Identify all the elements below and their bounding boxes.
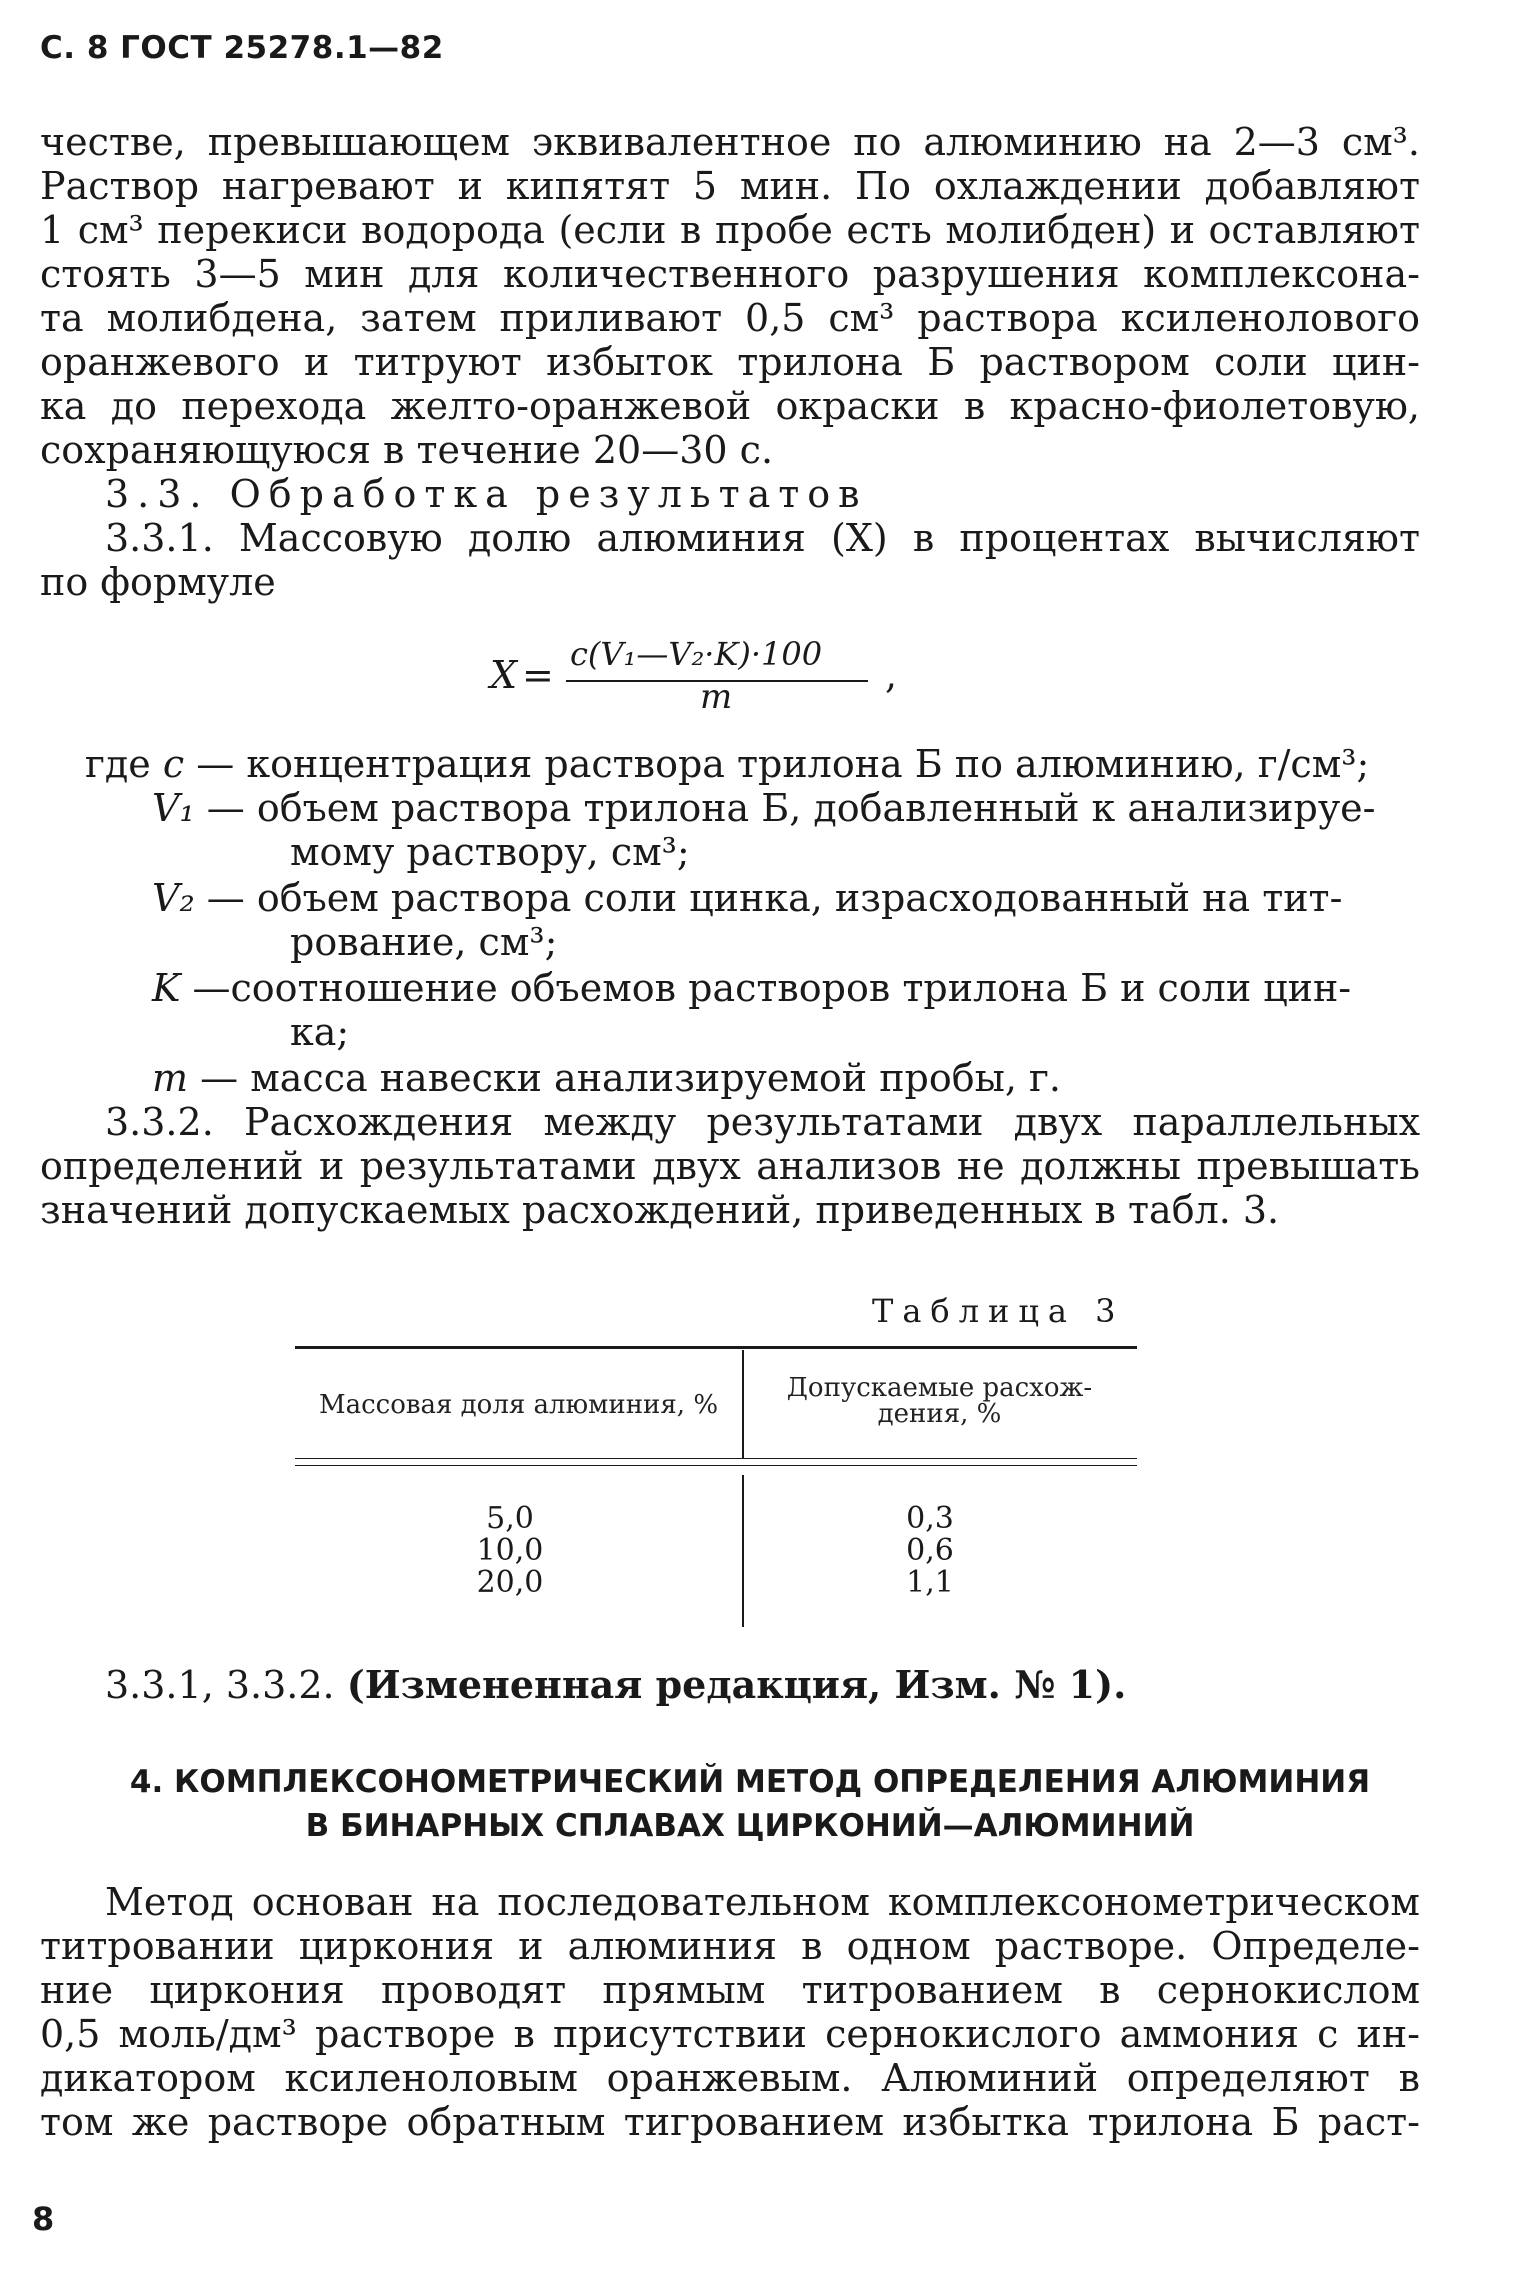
definition-text: —соотношение объемов растворов трилона Б и соли цин- (192, 966, 1352, 1010)
column-header-line: Допускаемые расхож- (786, 1373, 1093, 1403)
section-3-3-title (40, 472, 1420, 516)
definition-symbol: m (152, 1056, 189, 1100)
definition-symbol: V₂ (152, 876, 195, 920)
definition-c (85, 742, 1369, 786)
text-line (40, 1663, 1420, 1707)
text-line: 1 см³ перекиси водорода (если в пробе есть молибден) и оставляют (40, 208, 1420, 252)
text-line: оранжевого и титруют избыток трилона Б раствором соли цин- (40, 340, 1420, 384)
amendment-refs: 3.3.1, 3.3.2. (105, 1663, 335, 1707)
table-cell-deviation: 0,3 (906, 1501, 954, 1536)
table-header-rule-double (295, 1465, 1137, 1466)
paragraph-titration (40, 120, 1420, 472)
amendment-note (40, 1663, 1420, 1707)
formula-comma: , (885, 653, 898, 697)
text-line: ка до перехода желто-оранжевой окраски в красно-фиолетовую, (40, 384, 1420, 428)
definition-symbol: K (152, 966, 181, 1010)
definition-text: — объем раствора трилона Б, добавленный к анализируе- (206, 786, 1376, 830)
definition-text: — концентрация раствора трилона Б по алюминию, г/см³; (196, 742, 1370, 786)
definition-text: ка; (290, 1010, 350, 1054)
definition-v2 (152, 876, 1342, 920)
text-line: определений и результатами двух анализов не должны превышать (40, 1144, 1420, 1188)
page-header: С. 8 ГОСТ 25278.1—82 (40, 30, 444, 66)
table-cell-mass: 10,0 (476, 1533, 544, 1568)
formula-equals: = (522, 653, 554, 697)
text-line: сохраняющуюся в течение 20—30 с. (40, 428, 774, 472)
definition-text: мому раствору, см³; (290, 830, 690, 874)
formula-denominator: m (700, 677, 733, 717)
definition-k (152, 966, 1351, 1010)
definition-v1 (152, 786, 1376, 830)
definition-m (152, 1056, 1061, 1100)
paragraph-3-3-2 (40, 1100, 1420, 1232)
text-line: ние циркония проводят прямым титрованием в сернокислом (40, 1968, 1420, 2012)
table-header-rule (295, 1458, 1137, 1459)
definition-text: рование, см³; (290, 920, 558, 964)
formula-aluminium-fraction (490, 635, 950, 725)
amendment-text: (Измененная редакция, Изм. № 1). (346, 1662, 1127, 1707)
definition-text: — объем раствора соли цинка, израсходованный на тит- (206, 876, 1343, 920)
table-cell-deviation: 0,6 (906, 1533, 954, 1568)
paragraph-3-3-1 (40, 516, 1420, 604)
section-4-heading-line-2: В БИНАРНЫХ СПЛАВАХ ЦИРКОНИЙ—АЛЮМИНИЙ (305, 1808, 1195, 1844)
table-cell-mass: 5,0 (486, 1501, 534, 1536)
column-header-mass-fraction: Массовая доля алюминия, % (318, 1390, 719, 1420)
table-top-rule (295, 1346, 1137, 1349)
definition-lead: где (85, 742, 151, 786)
table-cell-deviation: 1,1 (906, 1565, 954, 1600)
section-title: 3.3. Обработка результатов (105, 472, 868, 516)
text-line: том же растворе обратным тигрованием избытка трилона Б раст- (40, 2100, 1420, 2144)
text-line: 0,5 моль/дм³ растворе в присутствии сернокислого аммония с ин- (40, 2012, 1420, 2056)
text-line: по формуле (40, 560, 276, 604)
text-line: честве, превышающем эквивалентное по алюминию на 2—3 см³. (40, 120, 1420, 164)
definition-k-continued (290, 1010, 349, 1054)
definition-symbol: V₁ (152, 786, 195, 830)
column-header-line: дения, % (877, 1399, 1002, 1429)
definition-text: — масса навески анализируемой пробы, г. (200, 1056, 1062, 1100)
table-caption: Таблица 3 (872, 1292, 1125, 1330)
column-header-deviation (742, 1375, 1137, 1427)
formula-numerator: c(V₁—V₂·K)·100 (570, 635, 823, 673)
definition-v2-continued (290, 920, 557, 964)
text-line: титровании циркония и алюминия в одном растворе. Определе- (40, 1924, 1420, 1968)
text-line: Раствор нагревают и кипятят 5 мин. По охлаждении добавляют (40, 164, 1420, 208)
text-line: значений допускаемых расхождений, приведенных в табл. 3. (40, 1188, 1280, 1232)
definition-symbol: c (162, 742, 185, 786)
table-cell-mass: 20,0 (476, 1565, 544, 1600)
table-body-divider (742, 1475, 744, 1627)
text-line: дикатором ксиленоловым оранжевым. Алюминий определяют в (40, 2056, 1420, 2100)
page-number: 8 (32, 2200, 55, 2238)
paragraph-method (40, 1880, 1420, 2144)
text-line: стоять 3—5 мин для количественного разрушения комплексона- (40, 252, 1420, 296)
text-line: 3.3.2. Расхождения между результатами двух параллельных (105, 1100, 1420, 1144)
text-line: та молибдена, затем приливают 0,5 см³ раствора ксиленолового (40, 296, 1420, 340)
definition-v1-continued (290, 830, 690, 874)
formula-lhs: X (490, 653, 518, 697)
text-line: Метод основан на последовательном комплексонометрическом (105, 1880, 1420, 1924)
section-4-heading-line-1: 4. КОМПЛЕКСОНОМЕТРИЧЕСКИЙ МЕТОД ОПРЕДЕЛЕНИЯ АЛЮМИНИЯ (129, 1764, 1371, 1800)
text-line: 3.3.1. Массовую долю алюминия (X) в процентах вычисляют (105, 516, 1420, 560)
